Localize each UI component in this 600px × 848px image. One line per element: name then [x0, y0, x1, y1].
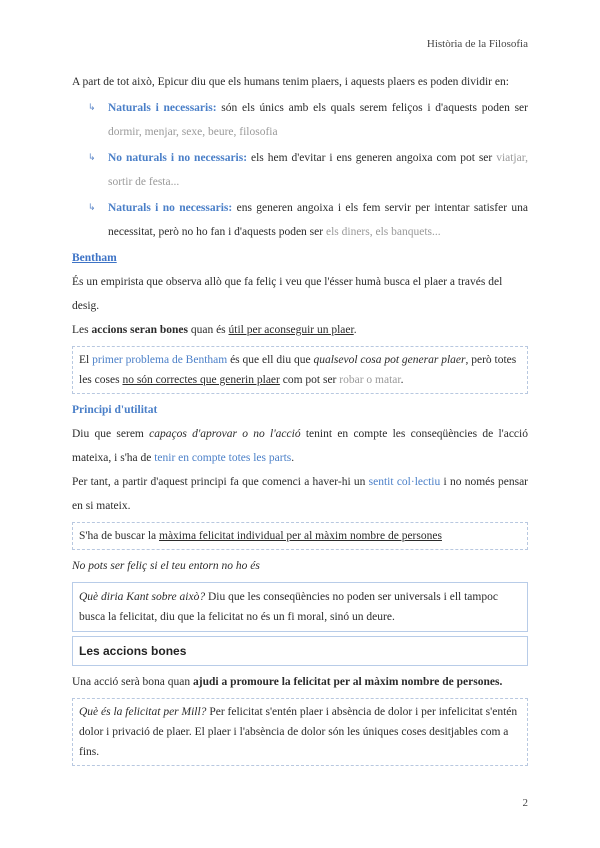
mill-box [72, 698, 528, 766]
text-run: tenint en compte les conseqüències de l'acció mateixa, i s'ha de [72, 428, 528, 464]
arrow-icon: ↳ [88, 153, 96, 163]
text-run: , però totes les coses [79, 354, 517, 386]
utility-heading: Principi d'utilitat [72, 404, 158, 416]
mill-answer: Per felicitat s'entén plaer i absència de dolor i per infelicitat s'entén dolor i privació de plaer. El plaer i l'absència de dolor són les úniques coses desitjables com a fins. [79, 706, 518, 758]
list-item-examples: viatjar, sortir de festa... [108, 152, 528, 188]
text-run: S'ha de buscar la [79, 530, 159, 542]
list-item-examples: els diners, els banquets... [325, 226, 441, 238]
list-item-term: No naturals i no necessaris: [108, 152, 248, 164]
list-item [88, 96, 528, 144]
list-item-text: ens generen angoixa i els fem servir per intentar satisfer una necessitat, però no ho fan i d'aquests poden ser [108, 202, 528, 238]
text-run: com pot ser [279, 374, 340, 386]
pleasures-list [72, 96, 528, 244]
text-run-blue: primer problema de Bentham [92, 354, 228, 366]
intro-paragraph: A part de tot això, Epicur diu que els humans tenim plaers, i aquests plaers es poden dividir en: [72, 76, 509, 88]
bentham-paragraph-2 [72, 318, 528, 342]
text-run: quan és [187, 324, 229, 336]
list-item-term: Naturals i necessaris: [108, 102, 217, 114]
good-actions-paragraph [72, 670, 528, 694]
kant-box [72, 582, 528, 632]
text-run: . [353, 324, 357, 336]
list-item-examples: dormir, menjar, sexe, beure, filosofia [108, 126, 278, 138]
utility-box [72, 522, 528, 550]
kant-question: Què diria Kant sobre això? [79, 591, 206, 603]
page-header: Història de la Filosofia [426, 38, 528, 50]
text-run-underline: útil per aconseguir un plaer [228, 324, 354, 336]
page-number: 2 [522, 797, 528, 809]
kant-answer: Diu que les conseqüències no poden ser universals i ell tampoc busca la felicitat, diu que la felicitat no és un fi moral, sinó un deure. [79, 591, 498, 623]
text-run: i no només pensar en si mateix. [72, 476, 528, 512]
list-item [88, 196, 528, 244]
text-run: . [291, 452, 295, 464]
bentham-paragraph-1: És un empirista que observa allò que fa feliç i veu que l'ésser humà busca el plaer a través del desig. [72, 276, 503, 312]
text-run: és que ell diu que [227, 354, 314, 366]
bentham-heading[interactable]: Bentham [72, 252, 117, 264]
page-content [72, 70, 528, 770]
text-run-italic: qualsevol cosa pot generar plaer [313, 354, 466, 366]
text-run-blue: tenir en compte totes les parts [154, 452, 292, 464]
text-run-italic: capaços d'aprovar o no l'acció [149, 428, 301, 440]
text-run-bold: ajudi a promoure la felicitat per al màxim nombre de persones. [193, 676, 503, 688]
text-run: . [400, 374, 404, 386]
good-actions-heading: Les accions bones [72, 636, 528, 666]
text-run: Diu que serem [72, 428, 150, 440]
list-item-term: Naturals i no necessaris: [108, 202, 233, 214]
text-run-grey: robar o matar [339, 374, 401, 386]
utility-paragraph-2 [72, 470, 528, 518]
utility-italic-line: No pots ser feliç si el teu entorn no ho és [72, 560, 260, 572]
mill-question: Què és la felicitat per Mill? [79, 706, 207, 718]
utility-paragraph-1 [72, 422, 528, 470]
text-run: Per tant, a partir d'aquest principi fa que comenci a haver-hi un [72, 476, 369, 488]
text-run: El [79, 354, 93, 366]
text-run: Una acció serà bona quan [72, 676, 194, 688]
text-run-bold: accions seran bones [91, 324, 188, 336]
text-run-underline: màxima felicitat individual per al màxim nombre de persones [159, 530, 442, 542]
text-run-underline: no són correctes que generin plaer [122, 374, 280, 386]
arrow-icon: ↳ [88, 203, 96, 213]
text-run-blue: sentit col·lectiu [368, 476, 441, 488]
bentham-problem-box [72, 346, 528, 394]
list-item-text: són els únics amb els quals serem feliços i d'aquests poden ser [216, 102, 528, 114]
text-run: Les [72, 324, 92, 336]
list-item-text: els hem d'evitar i ens generen angoixa com pot ser [247, 152, 497, 164]
arrow-icon: ↳ [88, 103, 96, 113]
list-item [88, 146, 528, 194]
